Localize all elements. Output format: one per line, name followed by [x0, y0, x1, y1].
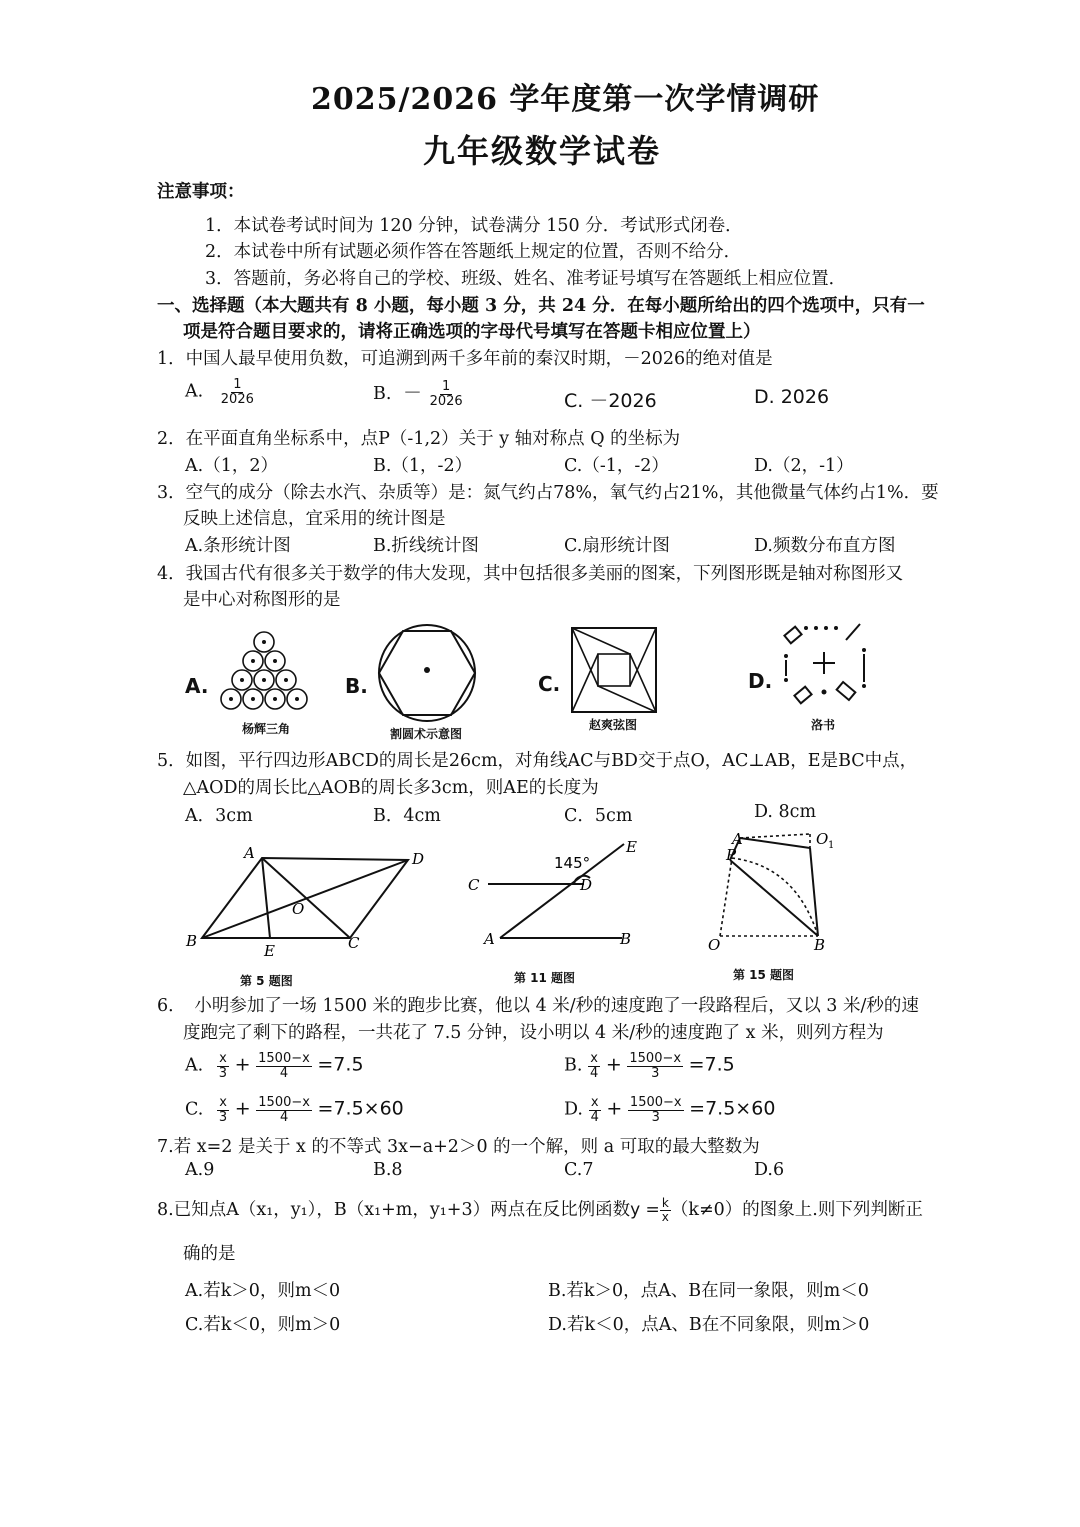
q4-option-b-caption: 割圆术示意图	[390, 727, 463, 741]
q3-option-c: C.扇形统计图	[564, 536, 670, 556]
fraction	[428, 380, 465, 408]
fraction	[627, 1052, 683, 1080]
figure-15-caption: 第 15 题图	[733, 968, 795, 982]
minus-sign: －	[403, 382, 423, 404]
subscript-label: 1	[828, 840, 835, 851]
point-label: E	[264, 942, 275, 960]
q2-option-a: A.（1，2）	[185, 456, 278, 476]
notes-heading: 注意事项：	[157, 182, 245, 202]
equation-rhs: =7.5×60	[317, 1097, 404, 1120]
option-label: B.	[373, 384, 392, 404]
denominator: 4	[590, 1109, 599, 1125]
luo-shu-figure	[776, 620, 872, 716]
fraction	[589, 1096, 601, 1124]
q4-option-a-label: A.	[185, 674, 209, 698]
question-3-stem-cont: 反映上述信息，宜采用的统计图是	[183, 509, 446, 529]
point-label: B	[620, 930, 632, 948]
denominator: 3	[218, 1109, 228, 1125]
question-1-stem: 1．中国人最早使用负数，可追溯到两千多年前的秦汉时期，－2026的绝对值是	[157, 349, 773, 369]
numerator: x	[590, 1051, 598, 1066]
point-label: A	[484, 930, 495, 948]
point-label: O	[708, 936, 721, 954]
q2-option-d: D.（2，-1）	[754, 456, 854, 476]
numerator: x	[219, 1095, 227, 1110]
question-4-stem-cont: 是中心对称图形的是	[183, 590, 341, 610]
point-label: D	[580, 876, 593, 894]
numerator: 1500−x	[258, 1051, 310, 1066]
angle-label: 145°	[554, 854, 591, 872]
denominator: 3	[651, 1109, 660, 1125]
q7-option-c: C.7	[564, 1160, 594, 1180]
equation-rhs: =7.5×60	[689, 1097, 776, 1120]
yang-hui-triangle-figure	[214, 630, 314, 718]
question-8-stem-cont: 确的是	[183, 1244, 236, 1264]
numerator: 1500−x	[629, 1095, 682, 1110]
section-heading: 一、选择题（本大题共有 8 小题，每小题 3 分，共 24 分．在每小题所给出的四个选项中，只有一	[157, 296, 925, 316]
q2-option-c: C.（-1，-2）	[564, 456, 669, 476]
q4-option-c-label: C.	[538, 672, 561, 696]
q1-option-b	[373, 378, 465, 409]
question-5-stem: 5．如图，平行四边形ABCD的周长是26cm，对角线AC与BD交于点O，AC⊥AB，E是BC中点，	[157, 751, 918, 771]
question-2-stem: 2．在平面直角坐标系中，点P（-1,2）关于 y 轴对称点 Q 的坐标为	[157, 429, 681, 449]
q6-option-c	[185, 1096, 404, 1124]
fraction	[219, 378, 256, 406]
figure-5-parallelogram	[180, 840, 430, 970]
plus-sign: +	[234, 1053, 251, 1076]
denominator: x	[661, 1210, 669, 1224]
q2-option-b: B.（1，-2）	[373, 456, 473, 476]
fraction	[217, 1052, 229, 1080]
fraction	[217, 1096, 229, 1124]
note-item: 2．本试卷中所有试题必须作答在答题纸上规定的位置，否则不给分．	[205, 242, 742, 262]
q3-option-a: A.条形统计图	[185, 536, 291, 556]
point-label: D	[412, 850, 425, 868]
option-label: B.	[564, 1055, 583, 1076]
figure-5-caption: 第 5 题图	[240, 974, 293, 988]
point-label: A	[732, 830, 743, 848]
point-label: O	[816, 830, 829, 848]
q7-option-d: D.6	[754, 1160, 785, 1180]
plus-sign: +	[606, 1097, 623, 1120]
point-label: A	[244, 844, 255, 862]
section-heading-cont: 项是符合题目要求的，请将正确选项的字母代号填写在答题卡相应位置上）	[183, 322, 761, 342]
question-4-stem: 4．我国古代有很多关于数学的伟大发现，其中包括很多美丽的图案，下列图形既是轴对称图形又	[157, 564, 904, 584]
numerator: x	[590, 1095, 599, 1110]
option-label: A.	[185, 381, 204, 402]
point-label: O	[292, 900, 305, 918]
q4-option-d-label: D.	[748, 669, 773, 693]
q8-option-c: C.若k＜0，则m＞0	[185, 1315, 341, 1335]
note-item: 3．答题前，务必将自己的学校、班级、姓名、准考证号填写在答题纸上相应位置．	[205, 269, 847, 289]
numerator: 1	[442, 379, 451, 395]
point-label: E	[626, 838, 637, 856]
numerator: 1	[233, 377, 242, 392]
note-item: 1．本试卷考试时间为 120 分钟，试卷满分 150 分．考试形式闭卷．	[205, 216, 743, 236]
numerator: k	[661, 1196, 669, 1211]
q5-option-c: C．5cm	[564, 806, 633, 826]
question-3-stem: 3．空气的成分（除去水汽、杂质等）是：氮气约占78%，氧气约占21%，其他微量气体约占1%．要	[157, 483, 939, 503]
q3-option-d: D.频数分布直方图	[754, 536, 896, 556]
option-label: A.	[185, 1055, 204, 1076]
q8-option-d: D.若k＜0，点A、B在不同象限，则m＞0	[548, 1315, 870, 1335]
q8-option-a: A.若k＞0，则m＜0	[185, 1281, 341, 1301]
q7-option-b: B.8	[373, 1160, 403, 1180]
stem-text: 8.已知点A（x₁，y₁），B（x₁+m，y₁+3）两点在反比例函数	[157, 1200, 631, 1220]
q6-option-d	[564, 1096, 775, 1124]
plus-sign: +	[605, 1053, 622, 1076]
denominator: 4	[279, 1109, 289, 1125]
fraction	[256, 1096, 312, 1124]
exam-subtitle: 九年级数学试卷	[423, 132, 662, 170]
q4-option-c-caption: 赵爽弦图	[589, 718, 638, 732]
q4-option-b-label: B.	[345, 674, 368, 698]
question-5-stem-cont: △AOD的周长比△AOB的周长多3cm，则AE的长度为	[183, 778, 599, 798]
q8-option-b: B.若k＞0，点A、B在同一象限，则m＜0	[548, 1281, 869, 1301]
figure-11-caption: 第 11 题图	[514, 971, 576, 985]
question-8-stem	[157, 1196, 923, 1224]
fraction	[588, 1052, 600, 1080]
exam-title: 2025/2026 学年度第一次学情调研	[311, 82, 820, 117]
q6-option-b	[564, 1052, 735, 1080]
q1-option-d: D. 2026	[754, 386, 830, 408]
numerator: x	[219, 1051, 227, 1066]
circle-cutting-figure	[376, 622, 478, 724]
fraction	[256, 1052, 312, 1080]
point-label: B	[186, 932, 198, 950]
question-7-stem: 7.若 x=2 是关于 x 的不等式 3x−a+2＞0 的一个解，则 a 可取的最大整数为	[157, 1137, 760, 1157]
numerator: 1500−x	[629, 1051, 682, 1066]
point-label: P	[726, 846, 737, 864]
question-6-stem: 6． 小明参加了一场 1500 米的跑步比赛，他以 4 米/秒的速度跑了一段路程后，又以 3 米/秒的速	[157, 996, 919, 1016]
fraction	[628, 1096, 684, 1124]
point-label: B	[814, 936, 826, 954]
q5-option-b: B．4cm	[373, 806, 441, 826]
q4-option-a-caption: 杨辉三角	[242, 722, 291, 736]
denominator: 4	[590, 1065, 599, 1081]
denominator: 4	[279, 1065, 289, 1081]
q6-option-a	[185, 1052, 364, 1080]
equation-rhs: =7.5	[317, 1053, 364, 1076]
option-label: C.	[185, 1099, 204, 1120]
denominator: 2026	[429, 394, 463, 409]
denominator: 3	[651, 1065, 660, 1081]
fraction	[660, 1197, 671, 1223]
plus-sign: +	[234, 1097, 251, 1120]
point-label: C	[348, 934, 360, 952]
denominator: 3	[218, 1065, 228, 1081]
q3-option-b: B.折线统计图	[373, 536, 479, 556]
q4-option-d-caption: 洛书	[811, 718, 836, 732]
function-y: y =	[630, 1200, 660, 1220]
stem-text: （k≠0）的图象上.则下列判断正	[670, 1200, 923, 1220]
denominator: 2026	[220, 391, 254, 407]
point-label: C	[468, 876, 480, 894]
equation-rhs: =7.5	[688, 1053, 735, 1076]
q1-option-c: C. －2026	[564, 390, 657, 412]
q5-option-d: D. 8cm	[754, 802, 817, 822]
q7-option-a: A.9	[185, 1160, 215, 1180]
zhao-shuang-diagram-figure	[570, 626, 658, 714]
question-6-stem-cont: 度跑完了剩下的路程，一共花了 7.5 分钟，设小明以 4 米/秒的速度跑了 x 米，则列方程为	[183, 1023, 884, 1043]
option-label: D.	[564, 1099, 583, 1120]
q5-option-a: A．3cm	[185, 806, 253, 826]
figure-11-angle	[466, 836, 666, 960]
numerator: 1500−x	[258, 1095, 310, 1110]
q1-option-a	[185, 378, 256, 406]
figure-15-rotation	[700, 826, 850, 956]
